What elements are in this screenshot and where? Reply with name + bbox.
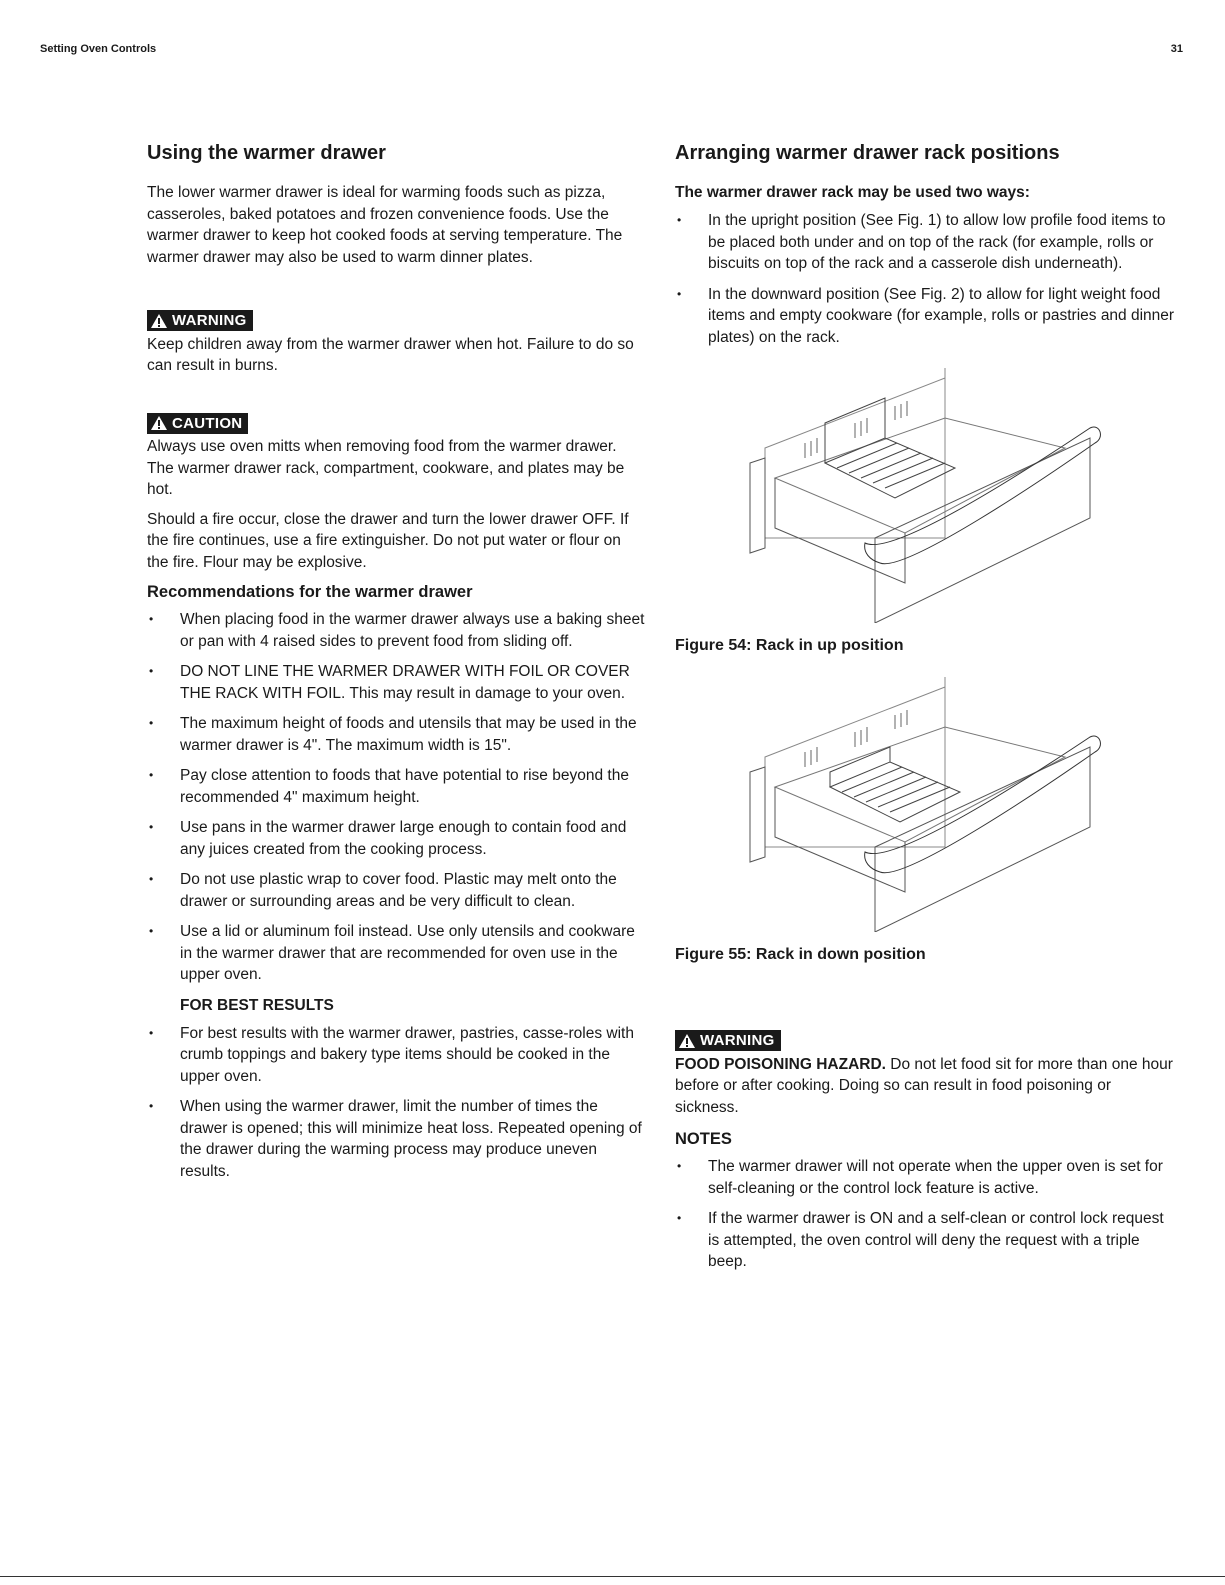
page-number: 31 <box>1170 43 1183 55</box>
notes-list <box>675 1156 1175 1273</box>
list-item: • Use pans in the warmer drawer large enough to contain food and any juices created from the cooking process. <box>147 817 645 860</box>
drawer-rack-up-illustration <box>745 368 1105 623</box>
food-warning-block <box>675 1030 1175 1118</box>
list-item: • When placing food in the warmer drawer always use a baking sheet or pan with 4 raised sides to prevent food from sliding off. <box>147 609 645 652</box>
list-item: • Do not use plastic wrap to cover food. Plastic may melt onto the drawer or surrounding areas and be very difficult to clean. <box>147 869 645 912</box>
list-item: • The warmer drawer will not operate when the upper oven is set for self-cleaning or the control lock feature is active. <box>675 1156 1175 1199</box>
list-item: • The maximum height of foods and utensils that may be used in the warmer drawer is 4". The maximum width is 15". <box>147 713 645 756</box>
rack-usage-list <box>675 210 1175 348</box>
caution-badge <box>147 413 248 434</box>
list-item: • DO NOT LINE THE WARMER DRAWER WITH FOIL OR COVER THE RACK WITH FOIL. This may result in damage to your oven. <box>147 661 645 704</box>
list-item: • For best results with the warmer drawer, pastries, casse-roles with crumb toppings and bakery type items should be cooked in the upper oven. <box>147 1023 645 1088</box>
notes-title: NOTES <box>675 1130 732 1148</box>
food-warning-body: Do not let food sit for more than one hour before or after cooking. Doing so can result in food poisoning or sickness. <box>675 1055 1173 1116</box>
section-title-warmer-drawer: Using the warmer drawer <box>147 142 386 164</box>
warning-label: WARNING <box>700 1032 775 1049</box>
right-column <box>675 140 1175 1282</box>
list-item: • Use a lid or aluminum foil instead. Use only utensils and cookware in the warmer drawer that are recommended for oven use in the upper oven. <box>147 921 645 986</box>
warning-triangle-icon <box>678 1033 696 1049</box>
caution-triangle-icon <box>150 415 168 431</box>
list-item: • If the warmer drawer is ON and a self-clean or control lock request is attempted, the oven control will deny the request with a triple beep. <box>675 1208 1175 1273</box>
best-results-label: FOR BEST RESULTS <box>180 996 334 1014</box>
list-item: • In the upright position (See Fig. 1) to allow low profile food items to be placed both under and on top of the rack (for example, rolls or biscuits on top of the rack and a casserole dish underneath). <box>675 210 1175 275</box>
recommendations-title: Recommendations for the warmer drawer <box>147 583 473 601</box>
page-bottom-rule <box>0 1576 1225 1577</box>
figure-54-caption: Figure 54: Rack in up position <box>675 637 904 654</box>
caution-label: CAUTION <box>172 414 243 432</box>
list-item: • In the downward position (See Fig. 2) to allow for light weight food items and empty cookware (for example, rolls or pastries and dinner plates) on the rack. <box>675 284 1175 349</box>
running-header: Setting Oven Controls <box>40 43 157 55</box>
left-column <box>147 140 645 1191</box>
list-item: • When using the warmer drawer, limit the number of times the drawer is opened; this will minimize heat loss. Repeated opening of the drawer during the warming process may produce uneven results. <box>147 1096 645 1182</box>
caution-text: Always use oven mitts when removing food from the warmer drawer. The warmer drawer rack, compartment, cookware, and plates may be hot. <box>147 438 625 498</box>
fire-safety-text: Should a fire occur, close the drawer and turn the lower drawer OFF. If the fire continues, use a fire extinguisher. Do not put water or flour on the fire. Flour may be explosive. <box>147 510 629 571</box>
warning-badge <box>675 1030 781 1051</box>
warning-badge <box>147 310 253 331</box>
warning-text: Keep children away from the warmer drawer when hot. Failure to do so can result in burns. <box>147 335 634 374</box>
best-results-list <box>147 1023 645 1183</box>
intro-paragraph: The lower warmer drawer is ideal for warming foods such as pizza, casseroles, baked potatoes and frozen convenience foods. Use the warmer drawer to keep hot cooked foods at serving temperature. The warmer drawer may also be used to warm dinner plates. <box>147 184 623 266</box>
food-warning-text <box>675 1054 1175 1119</box>
warning-block <box>147 310 645 377</box>
recommendations-list <box>147 609 645 986</box>
warning-triangle-icon <box>150 313 168 329</box>
figure-55-caption: Figure 55: Rack in down position <box>675 946 926 963</box>
drawer-rack-down-illustration <box>745 677 1105 932</box>
rack-subtitle: The warmer drawer rack may be used two ways: <box>675 184 1030 201</box>
section-title-rack-positions: Arranging warmer drawer rack positions <box>675 142 1060 164</box>
caution-block <box>147 413 645 574</box>
food-poisoning-lead: FOOD POISONING HAZARD. <box>675 1055 886 1073</box>
list-item: • Pay close attention to foods that have potential to rise beyond the recommended 4" maximum height. <box>147 765 645 808</box>
warning-label: WARNING <box>172 312 247 329</box>
